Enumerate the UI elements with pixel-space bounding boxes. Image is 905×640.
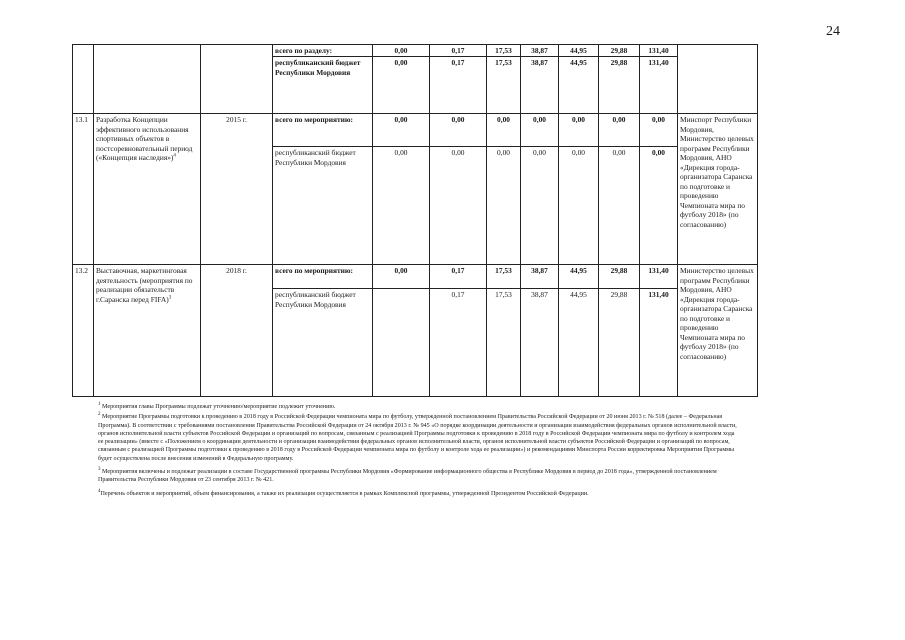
value-cell: 29,88 [599, 57, 640, 114]
activity-row-13-2 [73, 265, 758, 289]
value-cell: 0,00 [599, 114, 640, 147]
activity-budget-label: республиканский бюджет Республики Мордовия [273, 147, 373, 265]
footnote-mark: 1 [98, 401, 101, 407]
value-cell: 0,00 [373, 265, 430, 289]
value-cell: 0,00 [521, 114, 559, 147]
activity-budget-label: республиканский бюджет Республики Мордовия [273, 289, 373, 397]
footnote-ref: 4 [173, 153, 176, 159]
activity-number: 13.1 [73, 114, 94, 265]
footnotes [98, 403, 738, 500]
value-cell: 131,40 [640, 265, 678, 289]
activity-number: 13.2 [73, 265, 94, 397]
value-cell: 0,00 [640, 147, 678, 265]
value-cell [373, 289, 430, 397]
activity-name [94, 265, 201, 397]
activity-year: 2015 г. [201, 114, 273, 265]
footnote-3 [98, 468, 738, 485]
empty-cell [678, 45, 758, 114]
value-cell: 0,00 [599, 147, 640, 265]
activity-executor: Минспорт Республики Мордовия, Министерство целевых программ Республики Мордовия, АНО «Дирекция города-организатора Саранска по подготовке и проведению Чемпионата мира по футболу 2018» (по согласованию) [678, 114, 758, 265]
value-cell: 0,17 [430, 57, 487, 114]
footnote-text: Мероприятия главы Программы подлежат уточнению/мероприятие подлежит уточнению. [102, 404, 336, 410]
empty-cell [201, 45, 273, 114]
value-cell: 0,17 [430, 289, 487, 397]
activity-name-text: Выставочная, маркетинговая деятельность (мероприятия по реализации обязательств г.Саранска перед FIFA) [96, 266, 193, 304]
footnote-text: Мероприятия включены и подлежат реализации в составе Государственной программы Республики Мордовия «Формирование информационного общества в Республике Мордовия в период до 2018 года», утвержденной постановлением Правительства Республики Мордовия от 23 сентября 2013 г. № 421. [98, 468, 717, 484]
value-cell: 0,00 [373, 114, 430, 147]
value-cell: 0,00 [640, 114, 678, 147]
value-cell: 131,40 [640, 57, 678, 114]
value-cell: 38,87 [521, 265, 559, 289]
footnote-4 [98, 490, 738, 498]
footnote-mark: 4 [98, 488, 101, 494]
value-cell: 44,95 [559, 265, 599, 289]
footnote-ref: 3 [168, 295, 172, 301]
activity-name-text: Разработка Концепции эффективного использования спортивных объектов в постсоревновательный период («Концепция наследия») [96, 115, 193, 163]
value-cell: 0,00 [373, 45, 430, 57]
value-cell: 0,00 [373, 57, 430, 114]
value-cell: 0,00 [430, 147, 487, 265]
value-cell: 0,00 [487, 114, 521, 147]
value-cell: 0,00 [430, 114, 487, 147]
value-cell: 17,53 [487, 289, 521, 397]
value-cell: 44,95 [559, 289, 599, 397]
section-total-label: всего по разделу: [273, 45, 373, 57]
value-cell: 0,17 [430, 265, 487, 289]
footnote-2 [98, 413, 738, 463]
value-cell: 38,87 [521, 57, 559, 114]
footnote-text: Перечень объектов и мероприятий, объем финансирования, а также их реализация осуществляется в рамках Комплексной программы, утвержденной Президентом Российской Федерации. [100, 490, 589, 497]
value-cell: 44,95 [559, 57, 599, 114]
value-cell: 29,88 [599, 289, 640, 397]
page-number: 24 [826, 24, 840, 39]
value-cell: 0,00 [521, 147, 559, 265]
value-cell: 29,88 [599, 45, 640, 57]
footnote-text: Мероприятие Программы подготовки к проведению в 2018 году в Российской Федерации чемпионата мира по футболу, утвержденной постановлением Правительства Российской Федерации от 20 июня 2013 г. № 518 (далее – Федеральная Программа). В соответствии с требованиями постановления Правительства Российской Федерации от 24 октября 2013 г. № 945 «О порядке координации деятельности и организации взаимодействия федеральных органов исполнительной власти, органов исполнительной власти субъектов Российской Федерации и организаций по вопросам, связанным с реализацией Программы подготовки к проведению в 2018 году в Российской Федерации чемпионата мира по футболу и контролем хода ее реализации» (вместе с «Положением о координации деятельности и организации взаимодействия федеральных органов исполнительной власти, органов исполнительной власти субъектов Российской Федерации и организаций по вопросам, связанным с реализацией Программы подготовки к проведению в 2018 году в Российской Федерации чемпионата мира по футболу и контроле хода ее реализации») и рекомендациями Минспорта России корректировка Мероприятия Программы будет осуществлена после внесения изменений в Федеральную программу. [98, 414, 737, 462]
footnote-mark: 3 [98, 466, 101, 472]
activity-name [94, 114, 201, 265]
activity-year: 2018 г. [201, 265, 273, 397]
value-cell: 44,95 [559, 45, 599, 57]
value-cell: 38,87 [521, 45, 559, 57]
value-cell: 29,88 [599, 265, 640, 289]
value-cell: 17,53 [487, 265, 521, 289]
value-cell: 0,00 [487, 147, 521, 265]
activity-executor: Министерство целевых программ Республики Мордовия, АНО «Дирекция города-организатора Саранска по подготовке и проведению Чемпионата мира по футболу 2018» (по согласованию) [678, 265, 758, 397]
footnote-1 [98, 403, 738, 411]
section-total-row [73, 45, 758, 57]
value-cell: 38,87 [521, 289, 559, 397]
activity-total-label: всего по мероприятию: [273, 265, 373, 289]
section-budget-label: республиканский бюджет Республики Мордовия [273, 57, 373, 114]
value-cell: 17,53 [487, 45, 521, 57]
activity-total-label: всего по мероприятию: [273, 114, 373, 147]
value-cell: 0,00 [373, 147, 430, 265]
program-table [72, 44, 758, 397]
footnote-mark: 2 [98, 412, 101, 418]
value-cell: 131,40 [640, 45, 678, 57]
empty-cell [73, 45, 94, 114]
value-cell: 0,00 [559, 147, 599, 265]
value-cell: 0,00 [559, 114, 599, 147]
empty-cell [94, 45, 201, 114]
value-cell: 0,17 [430, 45, 487, 57]
value-cell: 17,53 [487, 57, 521, 114]
value-cell: 131,40 [640, 289, 678, 397]
activity-row-13-1 [73, 114, 758, 147]
